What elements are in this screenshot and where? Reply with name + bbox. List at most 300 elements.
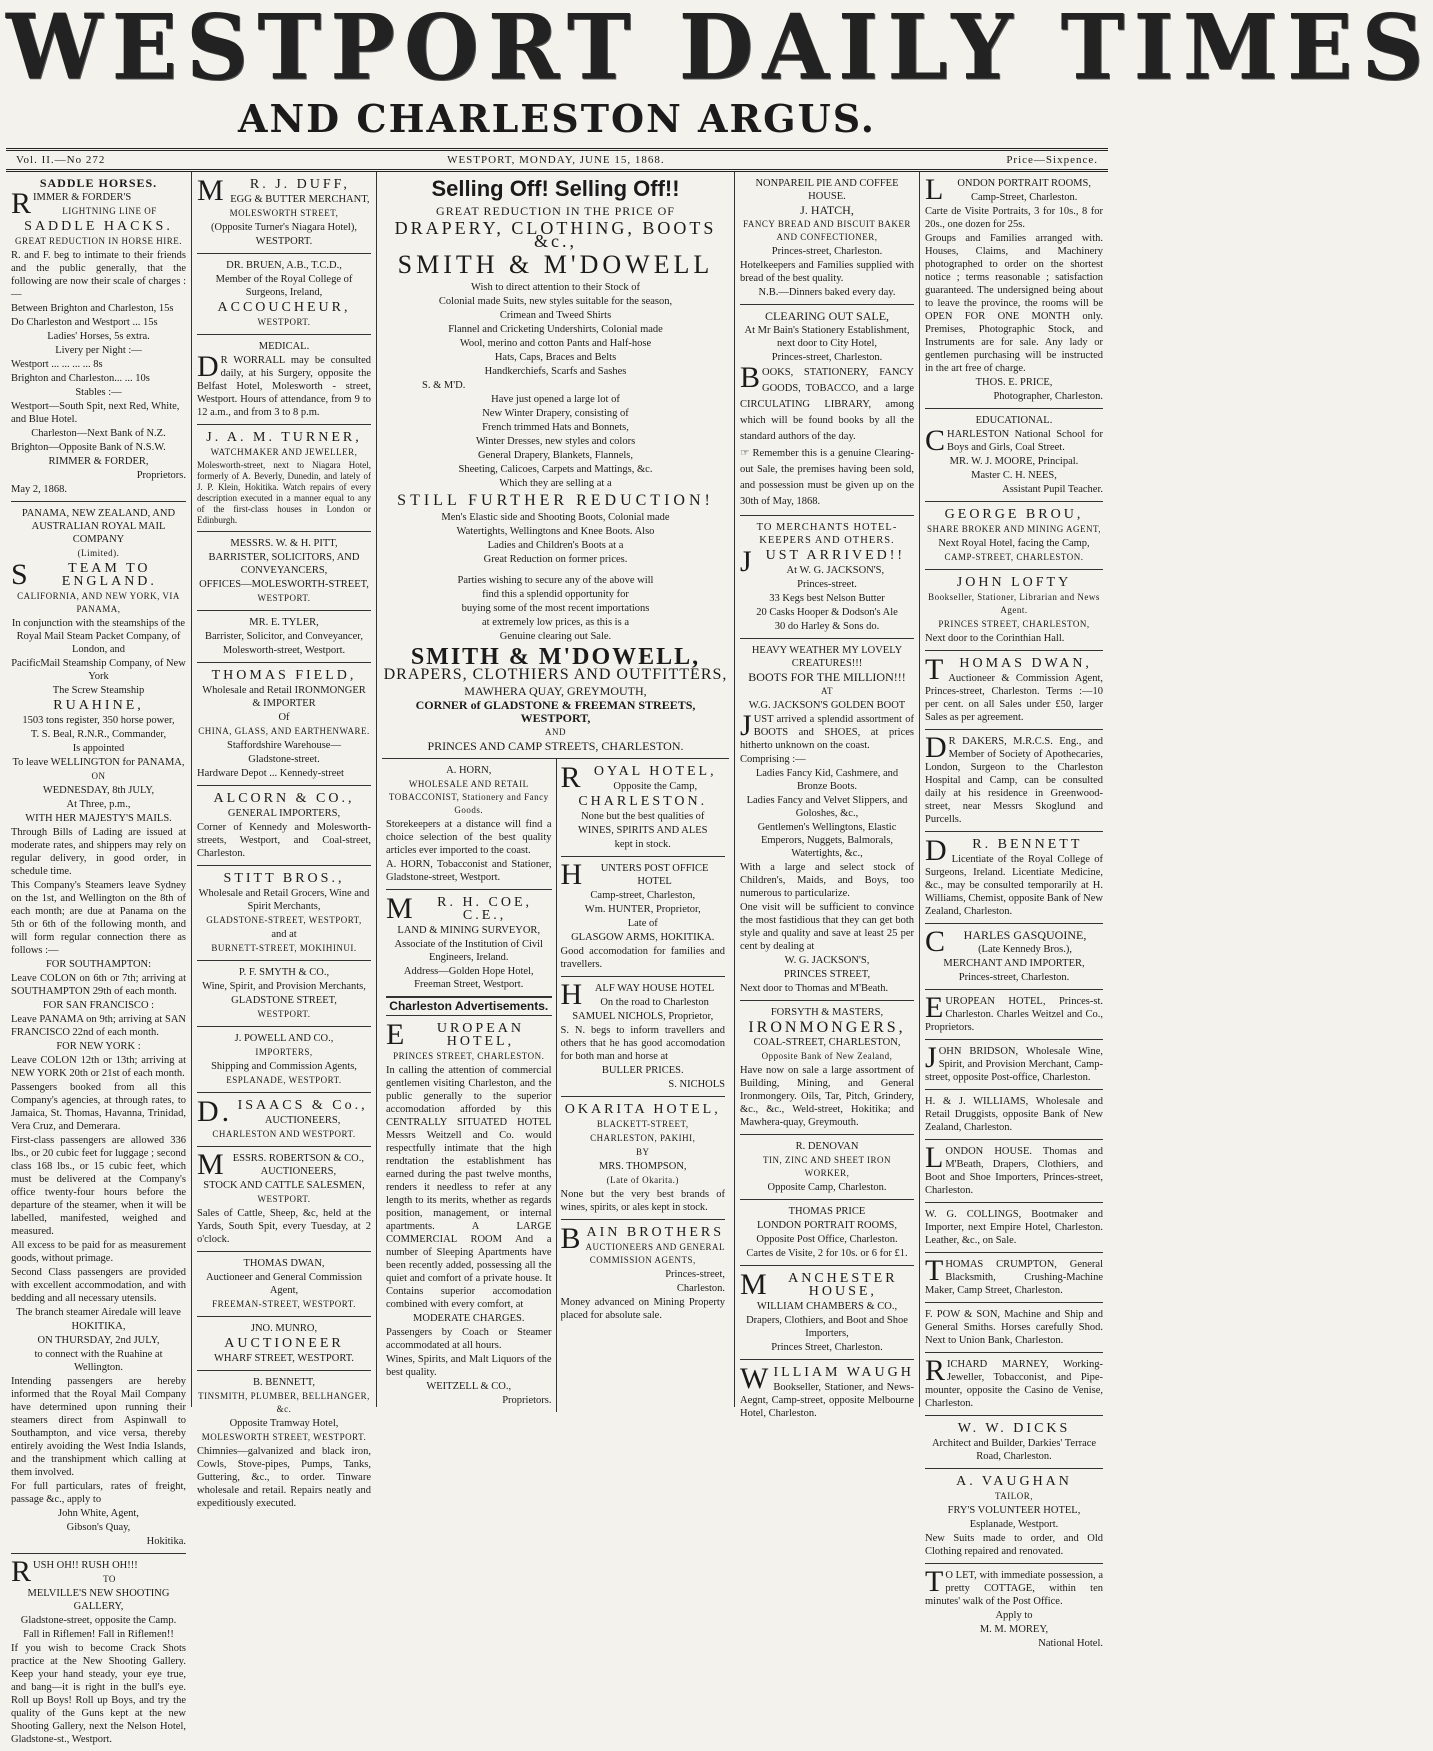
ad-signature: M. M. MOREY, [979,1624,1049,1635]
ad-text: Camp-street, Charleston, [590,890,696,901]
ad-title: BOOTS FOR THE MILLION!!! [748,670,906,684]
ad-title: J. A. M. TURNER, [206,430,362,445]
ad-body: In calling the attention of commercial gentlemen visiting Charleston, and the public generally to the superior accomodation afforded by this CENTRALLY SITUATED HOTEL Messrs Weitzell and Co. would respectfully intimate that the high rendtation the establishment has earned during the past twelve months, renders it needless to refer at any length to its merits, whether as regards position, management, or internal apartments. A LARGE COMMERCIAL ROOM And a number of Sleeping Apartments have been recently added, possessing all the quiet and comfort of a private house. It Contains superior accomodation combined with every comfort, at [386,1065,552,1310]
ad-text: Princes-street, Charleston. [771,246,883,257]
ad-body: Wines, Spirits, and Malt Liquors of the best quality. [386,1354,552,1378]
ad-title: MR. E. TYLER, [249,617,319,628]
ad-text: PRINCES STREET, CHARLESTON. [393,1051,545,1061]
ad-body: S. N. begs to inform travellers and others that he has good accomodation for both man and horse at [560,1025,725,1062]
ad-text: Gladstone-street. [248,754,320,765]
ad-title: W. W. DICKS [957,1421,1071,1436]
ad-body: Molesworth-street, next to Niagara Hotel, formerly of A. Beverly, Dunedin, and lately of J. P. Klein, Hokitika. Watch repairs of every description executed in a manner equal to any of the first-class houses in London or Edinburgh. [197,460,371,525]
ad-text: Next door to the Corinthian Hall. [925,633,1065,644]
address-line: Charleston—Next Bank of N.Z. [31,428,166,439]
ad-title: HOMAS DWAN, [959,656,1092,671]
section-heading: Charleston Advertisements. [386,997,552,1016]
drop-cap: D. [197,1095,233,1128]
ad-heading: CLEARING OUT SALE, [764,309,890,323]
ad-body: F. POW & SON, Machine and Ship and General Smiths. Horses carefully Shod. Next to Union Bank, Charleston. [925,1309,1103,1346]
ad-golden-boot [740,639,914,1001]
drop-cap: B [740,361,761,394]
ad-body: Leave PANAMA on 9th; arriving at SAN FRANCISCO 22nd of each month. [11,1014,186,1038]
ad-heading: MEDICAL. [258,341,310,352]
ad-body: One visit will be sufficient to convince the most fastidious that they can get both style and quality and save at least 25 per cent by dealing at [740,902,914,952]
ad-text: WESTPORT. [257,1194,311,1204]
ad-text: S. & M'D. [422,380,466,391]
departure-date: WEDNESDAY, 8th JULY, [42,785,155,796]
ad-text: PRINCES STREET, CHARLESTON, [938,619,1090,629]
ad-body: Good accomodation for families and travellers. [560,946,725,970]
ad-text: Is appointed [72,743,125,754]
ad-alcorn [197,786,371,866]
ad-text: Princes Street, Charleston. [771,1342,883,1353]
ad-title: IRONMONGERS, [748,1019,906,1036]
ad-title: DR. BRUEN, A.B., T.C.D., [226,260,342,271]
ad-heading: PANAMA, NEW ZEALAND, AND AUSTRALIAN ROYAL MAIL COMPANY [21,508,176,545]
ad-body: Groups and Families arranged with. Houses, Claims, and Machinery photographed to order on the shortest notice ; terms reasonable ; satisfaction guaranteed. The undersigned being about to leave the province, the rooms will be OPEN FOR ONE MONTH only. Premises, Photographic Stock, and Instruments are for sale. Any lady or gentlemen purchasing will be instructed in the art free of charge. [925,233,1103,374]
ad-body: Leave COLON 12th or 13th; arriving at NEW YORK 20th or 21st of each month. [11,1055,186,1079]
drop-cap: D [925,834,950,867]
ad-text: Auctioneer and General Commission Agent, [205,1272,362,1296]
ad-text: Fall in Riflemen! Fall in Riflemen!! [23,1629,174,1640]
ad-text: (Late Kennedy Bros.), [978,944,1072,955]
ad-text: CHINA, GLASS, AND EARTHENWARE. [198,726,370,736]
ad-text: BULLER PRICES. [601,1065,684,1076]
ad-text: Next Royal Hotel, facing the Camp, [938,538,1090,549]
ad-text: Photographer, Charleston. [993,391,1103,402]
ad-text: AT [821,686,833,696]
ad-title: UST ARRIVED!! [765,548,906,563]
ad-text: Opposite Camp, Charleston. [767,1182,887,1193]
list-item: find this a splendid opportunity for [482,589,629,600]
dateline [6,148,1108,172]
ad-text: Barrister, Solicitor, and Conveyancer, [205,631,363,642]
list-item: French trimmed Hats and Bonnets, [482,422,629,433]
ad-text: AND [545,727,566,737]
ad-text: Shipping and Commission Agents, [211,1061,357,1072]
ad-text: Member of the Royal College of Surgeons, Ireland, [215,274,353,298]
ad-body: HARLESTON National School for Boys and Girls, Coal Street. [947,429,1103,453]
ad-r-bennett [925,832,1103,924]
ad-title: P. F. SMYTH & CO., [238,967,330,978]
masthead-title: WESTPORT DAILY TIMES [6,0,1433,101]
ad-text: Next door to Thomas and M'Beath. [740,983,889,994]
ad-text: The Screw Steamship [52,685,145,696]
pointing-hand-icon: ☞ [740,448,753,459]
ad-european-hotel-2 [925,990,1103,1040]
drop-cap: R [11,1555,32,1588]
list-item: 30 do Harley & Sons do. [774,621,880,632]
ad-text: Staffordshire Warehouse— [227,740,341,751]
volume-number: Vol. II.—No 272 [16,154,106,166]
list-item: Handkerchiefs, Scarfs and Sashes [484,366,627,377]
ad-title: R. H. COE, C.E., [437,895,533,923]
ad-text: Wish to direct attention to their Stock of [471,282,640,293]
ad-body: Intending passengers are hereby informed that the Royal Mail Company have determined upon running their steamers direct from Aspinwall to Southampton, and vice versa, thereby entirely avoiding the West India Islands, and the transhipment which calling at them involved. [11,1376,186,1478]
drop-cap: E [925,991,944,1024]
ad-text: FANCY BREAD AND BISCUIT BAKER AND CONFECTIONER, [743,219,911,242]
ad-body: Corner of Kennedy and Molesworth-streets, Westport, and Coal-street, Charleston. [197,822,371,859]
list-item: Flannel and Cricketing Undershirts, Colonial made [448,324,663,335]
ad-text: GREAT REDUCTION IN THE PRICE OF [436,204,675,218]
subcolumn-right [556,759,730,1412]
ad-isaacs [197,1093,371,1147]
ad-title: ILLIAM WAUGH [773,1365,914,1380]
ad-text: Proprietors. [502,1395,552,1406]
ad-body: Storekeepers at a distance will find a choice selection of the best quality articles ever imported to the coast. [386,819,552,856]
ad-text: Comprising :— [740,754,806,765]
ad-title: UNTERS POST OFFICE HOTEL [600,863,709,887]
ad-title: FORSYTH & MASTERS, [770,1007,884,1018]
ad-title: AIN BROTHERS [586,1225,725,1240]
ad-text: TAILOR, [994,1491,1034,1501]
ad-pitt [197,532,371,611]
list-item: Great Reduction on former prices. [483,554,628,565]
ad-text: IMPORTERS, [255,1047,313,1057]
ad-text: Esplanade, Westport. [969,1519,1059,1530]
ad-williams [925,1090,1103,1140]
ad-text: BY [635,1147,650,1157]
ad-text: OFFICES—MOLESWORTH-STREET, [199,579,369,590]
ad-body: Second Class passengers are provided with excellent accommodation, and with bedding and all necessary utensils. [11,1267,186,1304]
ad-text: Gibson's Quay, [66,1522,131,1533]
ad-crumpton [925,1253,1103,1303]
ad-title: DRAPERY, CLOTHING, BOOTS &c., [394,218,717,251]
ad-text: Wm. HUNTER, Proprietor, [584,904,701,915]
address-line: Gladstone-street, opposite the Camp. [20,1615,177,1626]
drop-cap: M [197,174,227,207]
ad-text: Charleston. [676,1283,725,1294]
ad-title: J. POWELL AND CO., [234,1033,334,1044]
ad-body: Leave COLON on 6th or 7th; arriving at SOUTHAMPTON 29th of each month. [11,973,186,997]
ad-body: Passengers booked from all this Company's agencies, at through rates, to Jamaica, St. Thomas, Havanna, Trinidad, Vera Cruz, and Demerara. [11,1082,186,1132]
ad-text: 1503 tons register, 350 horse power, [22,715,175,726]
address-line: Brighton—Opposite Bank of N.S.W. [11,442,166,453]
ad-dicks [925,1416,1103,1469]
ad-field [197,663,371,786]
ad-body: All excess to be paid for as measurement goods, without primage. [11,1240,186,1264]
ad-text: CALIFORNIA, AND NEW YORK, VIA PANAMA, [17,591,180,614]
address-line: PRINCES AND CAMP STREETS, CHARLESTON. [427,739,684,753]
list-item: Winter Dresses, new styles and colors [475,436,636,447]
ad-horn [386,759,552,890]
departure-date: ON THURSDAY, 2nd JULY, [37,1335,160,1346]
ad-signature: RIMMER & FORDER, [48,456,149,467]
drop-cap: W [740,1362,772,1395]
ad-stitt [197,866,371,961]
ad-text: To leave WELLINGTON for PANAMA, [12,757,185,768]
ad-text: CHARLESTON, PAKIHI, [590,1133,696,1143]
ad-signature: WEITZELL & CO., [426,1381,512,1392]
ad-pow [925,1303,1103,1353]
ad-hunters-hotel [561,857,726,977]
rate-line: Do Charleston and Westport ... 15s [11,317,158,328]
drop-cap: H [560,978,583,1011]
ad-text: Livery per Night :— [55,345,142,356]
ad-signature: John White, Agent, [58,1508,139,1519]
ad-title: J. HATCH, [800,203,854,217]
ad-body: O LET, with immediate possession, a pretty COTTAGE, within ten minutes' walk of the Post Office. [925,1570,1103,1607]
list-item: General Drapery, Blankets, Flannels, [477,450,634,461]
list-item: Gentlemen's Wellingtons, Elastic Emperors, Nuggets, Balmorals, Watertights, &c., [757,822,897,859]
ad-text: BLACKETT-STREET, [596,1119,689,1129]
ad-text: and at [271,929,297,940]
ad-text: In conjunction with the steamships of the Royal Mail Steam Packet Company, of London, and [11,618,186,655]
address-line: Westport—South Spit, next Red, White, and Blue Hotel. [11,401,180,425]
ad-jackson-arrived [740,516,914,639]
ad-coe [386,890,552,997]
ad-subheading: FOR SOUTHAMPTON: [45,959,152,970]
ad-text: Wine, Spirit, and Provision Merchants, [202,981,366,992]
ad-london-portrait [925,172,1103,409]
ad-title: OYAL HOTEL, [593,764,717,779]
ad-title: ACCOUCHEUR, [217,300,351,315]
ad-title: SADDLE HACKS. [24,219,173,234]
ad-body: R DAKERS, M.R.C.S. Eng., and Member of Society of Apothecaries, London, Surgeon to the Charleston Hospital and Camp, can be consulted daily at his residence in Greenwood-street, near Messrs Skoglund and Purcells. [925,736,1103,825]
subcolumn-left [382,759,556,1412]
ad-european-hotel [386,1016,552,1412]
ad-text: TINSMITH, PLUMBER, BELLHANGER, &c. [198,1391,370,1414]
ad-john-lofty [925,570,1103,651]
drop-cap: M [386,892,416,925]
ad-text: At W. G. JACKSON'S, [786,565,885,576]
ad-medical [197,335,371,425]
columns [6,172,1108,1745]
ad-title: STILL FURTHER REDUCTION! [397,492,714,509]
ad-body: New Suits made to order, and Old Clothing repaired and renovated. [925,1533,1103,1557]
ad-text: N.B.—Dinners baked every day. [758,287,896,298]
ad-text: STOCK AND CATTLE SALESMEN, [203,1180,365,1191]
ad-text: T. S. Beal, R.N.R., Commander, [30,729,167,740]
ad-text: MERCHANT AND IMPORTER, [943,958,1085,969]
drop-cap: J [740,709,752,742]
ad-to-let [925,1564,1103,1655]
ad-text: Opposite Post Office, Charleston. [756,1234,898,1245]
ad-text: Hardware Depot ... Kennedy-street [197,768,344,779]
ad-dakers [925,730,1103,832]
ad-text: CHARLESTON AND WESTPORT. [212,1129,356,1139]
list-item: Sheeting, Calicoes, Carpets and Mattings, &c. [458,464,653,475]
ad-heading: NONPAREIL PIE AND COFFEE HOUSE. [755,178,899,202]
ad-body: None but the very best brands of wines, spirits, or ales kept in stock. [560,1189,725,1213]
ad-firm: IMMER & FORDER'S [33,192,132,203]
address-line: CORNER of GLADSTONE & FREEMAN STREETS, WESTPORT, [415,698,696,725]
drop-cap: H [560,858,583,891]
ad-title: ANCHESTER HOUSE, [788,1271,898,1299]
boots-list [382,511,729,566]
ad-text: HOKITIKA, [71,1321,126,1332]
ad-title: A. HORN, [446,765,492,776]
ad-smyth [197,961,371,1027]
ad-text: Of [278,712,290,723]
address-line: MAWHERA QUAY, GREYMOUTH, [464,684,647,698]
ad-title: ISAACS & Co., [237,1098,368,1113]
ad-text: GREAT REDUCTION IN HORSE HIRE. [14,236,183,246]
drop-cap: R [11,187,32,220]
ad-text: WATCHMAKER AND JEWELLER, [210,447,358,457]
ad-body: R. and F. beg to intimate to their friends and the public generally, that the following are now their scale of charges :— [11,250,186,300]
ad-body: ONDON HOUSE. Thomas and M'Beath, Drapers, Clothiers, and Boot and Shoe Importers, Princes-street, Charleston. [925,1146,1103,1196]
ad-title: THOMAS PRICE [788,1206,866,1217]
drop-cap: M [197,1148,224,1181]
ad-text: Opposite the Camp, [613,781,698,792]
ad-text: WESTPORT. [257,593,311,603]
ad-text: FRY'S VOLUNTEER HOTEL, [947,1505,1081,1516]
ad-title: JNO. MUNRO, [250,1323,318,1334]
ad-robertson [197,1147,371,1252]
list-item: buying some of the most recent importations [461,603,650,614]
ad-bridson [925,1040,1103,1090]
ad-text: GLADSTONE STREET, [231,995,337,1006]
ad-title: ALCORN & CO., [213,791,355,806]
ad-subheading: FOR SAN FRANCISCO : [42,1000,155,1011]
drop-cap: M [740,1268,770,1301]
ad-body: Chimnies—galvanized and black iron, Cowls, Stove-pipes, Pumps, Tanks, Guttering, &c., to order. Tinware wholesale and retail. Repairs neatly and expeditiously executed. [197,1446,371,1509]
ad-title: A. VAUGHAN [956,1474,1072,1489]
ad-text: Princes-street, Charleston. [958,972,1070,983]
ad-heading: SADDLE HORSES. [39,176,158,190]
ad-title: DRAPERS, CLOTHIERS AND OUTFITTERS, [383,666,728,683]
ad-body: Hotelkeepers and Families supplied with bread of the best quality. [740,260,914,284]
issue-price: Price—Sixpence. [1006,154,1098,166]
ad-text: The branch steamer Airedale will leave [16,1307,181,1318]
ad-text: LIGHTNING LINE OF [62,206,157,216]
ad-text: COAL-STREET, CHARLESTON, [753,1037,901,1048]
ad-title: CHARLESTON. [578,794,708,809]
ad-signature: S. NICHOLS [668,1079,725,1090]
ad-text: SHARE BROKER AND MINING AGENT, [926,524,1102,534]
ad-text: CAMP-STREET, CHARLESTON. [944,552,1084,562]
ad-title: R. DENOVAN [795,1141,859,1152]
ad-title: ALF WAY HOUSE HOTEL [594,983,715,994]
ad-text: Have just opened a large lot of [491,394,620,405]
ad-signature: W. G. JACKSON'S, [784,955,870,966]
ad-title: ONDON PORTRAIT ROOMS, [957,178,1091,189]
rate-line: Ladies' Horses, 5s extra. [47,331,150,342]
ad-body: OHN BRIDSON, Wholesale Wine, Spirit, and Provision Merchant, Camp-street, opposite Post-office, Charleston. [925,1046,1103,1083]
ad-title: MELVILLE'S NEW SHOOTING GALLERY, [27,1588,170,1612]
ad-body: Passengers by Coach or Steamer accommodated at all hours. [386,1327,552,1351]
ad-text: WILLIAM CHAMBERS & CO., [756,1301,898,1312]
ad-text: Master C. H. NEES, [971,470,1057,481]
column-4 [734,172,919,1419]
ad-text: National Hotel. [1038,1638,1103,1649]
ad-tyler [197,611,371,663]
ad-text: ON [91,771,106,781]
drop-cap: C [925,424,946,457]
ad-educational [925,409,1103,502]
ad-text: FREEMAN-STREET, WESTPORT. [212,1299,356,1309]
ad-powell [197,1027,371,1093]
ad-body: Licentiate of the Royal College of Surgeons, Ireland. Licentiate Medicine, &c., may be consulted temporarily at H. Williams, Chemist, opposite Bank of New Zealand, Charleston. [925,854,1103,917]
drop-cap: D [197,350,219,383]
ad-okarita-hotel [561,1097,726,1220]
ad-body: UST arrived a splendid assortment of BOOTS and SHOES, at prices hitherto unknown on the coast. [740,714,914,751]
drop-cap: T [925,653,947,686]
drop-cap: T [925,1254,944,1287]
ad-heading: HEAVY WEATHER MY LOVELY CREATURES!!! [751,645,903,669]
ad-text: Wholesale and Retail IRONMONGER & IMPORTER [202,685,366,709]
ad-thomas-price [740,1200,914,1266]
ad-text: MOLESWORTH STREET, WESTPORT. [201,1432,367,1442]
ad-thomas-dwan [925,651,1103,730]
ad-signature: THOS. E. PRICE, [975,377,1053,388]
ad-body: Auctioneer & Commission Agent, Princes-street, Charleston. Terms :—10 per cent. on all Sales under £50, larger Sales as per agreement. [925,673,1103,723]
ad-marney [925,1353,1103,1416]
issue-date: WESTPORT, MONDAY, JUNE 15, 1868. [447,154,665,166]
ad-title: THOMAS FIELD, [211,668,357,683]
ad-text: BARRISTER, SOLICITORS, AND CONVEYANCERS, [208,552,360,576]
ad-text: TIN, ZINC AND SHEET IRON WORKER, [762,1155,892,1178]
ad-text: PacificMail Steamship Company, of New York [11,658,186,682]
rate-line: Brighton and Charleston... ... 10s [11,373,150,384]
ad-text: At Mr Bain's Stationery Establishment, next door to City Hotel, [744,325,910,349]
ad-george-brou [925,502,1103,570]
ad-text: LONDON PORTRAIT ROOMS, [756,1220,898,1231]
charleston-subcolumns [382,759,729,1412]
ad-text: ESPLANADE, WESTPORT. [226,1075,342,1085]
ad-bain-brothers [561,1220,726,1327]
list-item: 20 Casks Hooper & Dodson's Ale [756,607,898,618]
rate-line: Between Brighton and Charleston, 15s [11,303,174,314]
ad-text: WESTPORT. [257,1009,311,1019]
ad-body: Bookseller, Stationer, and News-Aegnt, Camp-street, opposite Melbourne Hotel, Charleston. [740,1382,914,1419]
drop-cap: S [11,558,31,591]
ad-text: (Late of Okarita.) [606,1175,679,1185]
ad-text: Wholesale and Retail Grocers, Wine and Spirit Merchants, [198,888,370,912]
ad-body: HOMAS CRUMPTON, General Blacksmith, Crushing-Machine Maker, Camp Street, Charleston. [925,1259,1103,1296]
drop-cap: B [560,1222,584,1255]
ad-royal-hotel [561,759,726,857]
ad-title: W.G. JACKSON'S GOLDEN BOOT [748,700,906,711]
list-item: Hats, Caps, Braces and Belts [494,352,617,363]
ad-body: With a large and select stock of Children's, Maids, and Boys, too numerous to particularize. [740,862,914,899]
ad-bruen [197,254,371,335]
ad-body: If you wish to become Crack Shots practice at the New Shooting Gallery. Keep your hand steady, your eye true, and bang—it is right in the bull's eye. Roll up Boys! Roll up Boys, and try the quality of the Guns kept at the new Shooting Gallery, next the Nelson Hotel, Gladstone-st., Westport. [11,1643,186,1745]
parties-list [382,574,729,643]
ad-body: Money advanced on Mining Property placed for absolute sale. [560,1297,725,1321]
ad-heading: USH OH!! RUSH OH!!! [33,1560,138,1571]
ad-text: GLADSTONE-STREET, WESTPORT, [206,915,362,925]
ad-text: WESTPORT. [257,317,311,327]
ad-smith-mdowell [382,172,729,759]
ad-text: Princes-street, [665,1269,725,1280]
ad-saddle-horses [11,172,186,502]
ad-firm: SMITH & M'DOWELL, [410,644,701,670]
ad-text: BURNETT-STREET, MOKIHINUI. [211,943,357,953]
ad-text: AUCTIONEERS AND GENERAL COMMISSION AGENTS, [585,1242,726,1265]
masthead [6,0,1433,141]
ad-text: TO [103,1574,116,1584]
list-item: Ladies and Children's Boots at a [487,540,624,551]
ad-body: Through Bills of Lading are issued at moderate rates, and shippers may rely on regular delivery, in good order, in schedule time. [11,827,186,877]
list-item: Colonial made Suits, new styles suitable for the season, [438,296,673,307]
goods-list [382,407,729,490]
ad-text: Opposite Tramway Hotel, [229,1418,339,1429]
ad-title: TEAM TO ENGLAND. [61,561,157,589]
drop-cap: R [925,1354,946,1387]
ad-shooting-gallery [11,1554,186,1751]
ad-title: OKARITA HOTEL, [564,1102,721,1117]
ad-text: kept in stock. [614,839,671,850]
ad-waugh [740,1360,914,1425]
ad-text: None but the best qualities of [581,811,705,822]
drop-cap: D [925,731,947,764]
ad-text: PRINCES STREET, [783,969,871,980]
ship-name: RUAHINE, [53,698,144,713]
ad-text: AUCTIONEERS, [264,1115,341,1126]
ad-manchester-house [740,1266,914,1360]
